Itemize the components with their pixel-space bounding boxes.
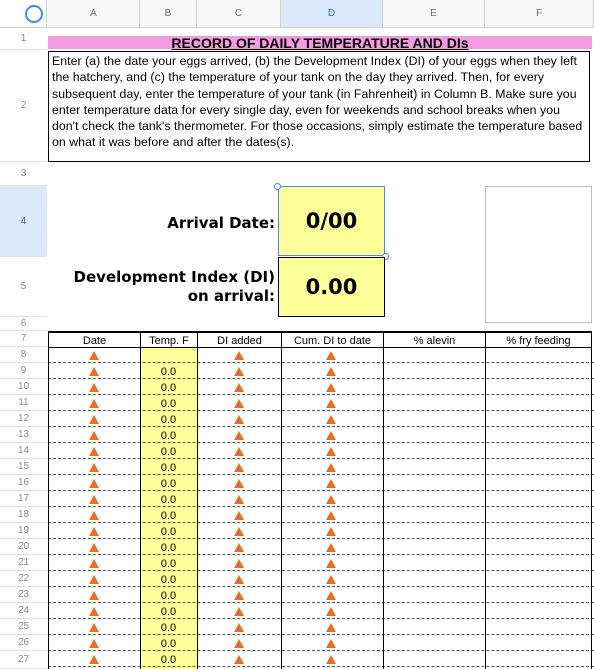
table-row[interactable] xyxy=(48,635,594,651)
warning-triangle-icon[interactable] xyxy=(326,543,336,552)
table-divider xyxy=(197,331,198,669)
row-header-14[interactable]: 14 xyxy=(0,443,47,459)
table-row[interactable] xyxy=(48,347,594,363)
row-header-2[interactable]: 2 xyxy=(0,50,47,162)
temp-value-cell[interactable]: 0.0 xyxy=(160,382,177,394)
row-header-7[interactable]: 7 xyxy=(0,331,47,347)
warning-triangle-icon[interactable] xyxy=(89,639,99,648)
table-row[interactable] xyxy=(48,427,594,443)
table-row[interactable] xyxy=(48,523,594,539)
warning-triangle-icon[interactable] xyxy=(326,591,336,600)
warning-triangle-icon[interactable] xyxy=(234,639,244,648)
warning-triangle-icon[interactable] xyxy=(326,463,336,472)
temp-value-cell[interactable]: 0.0 xyxy=(160,414,177,426)
side-empty-box[interactable] xyxy=(485,186,592,323)
row-header-1[interactable]: 1 xyxy=(0,28,47,50)
select-all-corner[interactable] xyxy=(0,0,47,28)
row-header-11[interactable]: 11 xyxy=(0,395,47,411)
table-row[interactable] xyxy=(48,651,594,667)
table-row[interactable] xyxy=(48,443,594,459)
warning-triangle-icon[interactable] xyxy=(234,351,244,360)
row-header-21[interactable]: 21 xyxy=(0,555,47,571)
warning-triangle-icon[interactable] xyxy=(326,655,336,664)
warning-triangle-icon[interactable] xyxy=(234,463,244,472)
warning-triangle-icon[interactable] xyxy=(326,399,336,408)
temp-value-cell[interactable]: 0.0 xyxy=(160,542,177,554)
temp-value-cell[interactable]: 0.0 xyxy=(160,462,177,474)
header-cum-di[interactable]: Cum. DI to date xyxy=(281,331,383,348)
warning-triangle-icon[interactable] xyxy=(89,431,99,440)
row-header-15[interactable]: 15 xyxy=(0,459,47,475)
warning-triangle-icon[interactable] xyxy=(234,431,244,440)
warning-triangle-icon[interactable] xyxy=(326,575,336,584)
table-row[interactable] xyxy=(48,491,594,507)
warning-triangle-icon[interactable] xyxy=(326,559,336,568)
warning-triangle-icon[interactable] xyxy=(89,527,99,536)
table-row[interactable] xyxy=(48,379,594,395)
temp-value-cell[interactable]: 0.0 xyxy=(160,558,177,570)
arrival-date-cell[interactable]: 0/00 xyxy=(278,186,385,256)
warning-triangle-icon[interactable] xyxy=(89,463,99,472)
table-row[interactable] xyxy=(48,587,594,603)
warning-triangle-icon[interactable] xyxy=(326,431,336,440)
warning-triangle-icon[interactable] xyxy=(89,623,99,632)
warning-triangle-icon[interactable] xyxy=(89,543,99,552)
row-header-13[interactable]: 13 xyxy=(0,427,47,443)
warning-triangle-icon[interactable] xyxy=(234,527,244,536)
warning-triangle-icon[interactable] xyxy=(234,479,244,488)
di-arrival-label-line2: on arrival: xyxy=(187,287,275,305)
column-header-a[interactable]: A xyxy=(48,0,140,28)
warning-triangle-icon[interactable] xyxy=(89,351,99,360)
warning-triangle-icon[interactable] xyxy=(234,495,244,504)
header-fry-feeding[interactable]: % fry feeding xyxy=(485,331,592,348)
select-all-circle-icon[interactable] xyxy=(25,5,43,23)
warning-triangle-icon[interactable] xyxy=(234,559,244,568)
temp-value-cell[interactable]: 0.0 xyxy=(160,398,177,410)
row-header-3[interactable]: 3 xyxy=(0,162,47,186)
row-header-26[interactable]: 26 xyxy=(0,635,47,651)
warning-triangle-icon[interactable] xyxy=(89,447,99,456)
row-header-4[interactable]: 4 xyxy=(0,186,47,257)
header-alevin[interactable]: % alevin xyxy=(383,331,485,348)
warning-triangle-icon[interactable] xyxy=(89,367,99,376)
table-row[interactable] xyxy=(48,571,594,587)
header-temp[interactable]: Temp. F xyxy=(140,331,197,348)
warning-triangle-icon[interactable] xyxy=(89,399,99,408)
di-arrival-label-line1: Development Index (DI) xyxy=(73,268,275,286)
table-row[interactable] xyxy=(48,555,594,571)
warning-triangle-icon[interactable] xyxy=(89,495,99,504)
table-row[interactable] xyxy=(48,363,594,379)
warning-triangle-icon[interactable] xyxy=(234,607,244,616)
table-divider xyxy=(140,331,141,669)
selection-handle-top[interactable] xyxy=(274,183,281,190)
row-header-5[interactable]: 5 xyxy=(0,257,47,317)
row-header-20[interactable]: 20 xyxy=(0,539,47,555)
sheet-title[interactable]: RECORD OF DAILY TEMPERATURE AND DIs xyxy=(171,35,469,51)
temp-value-cell[interactable]: 0.0 xyxy=(160,606,177,618)
table-divider xyxy=(383,331,384,669)
row-header-9[interactable]: 9 xyxy=(0,363,47,379)
table-divider xyxy=(485,331,486,669)
warning-triangle-icon[interactable] xyxy=(326,351,336,360)
temp-value-cell[interactable]: 0.0 xyxy=(160,638,177,650)
row-header-22[interactable]: 22 xyxy=(0,571,47,587)
table-border-left xyxy=(48,331,49,669)
row-header-17[interactable]: 17 xyxy=(0,491,47,507)
table-row[interactable] xyxy=(48,619,594,635)
row-header-27[interactable]: 27 xyxy=(0,651,47,669)
warning-triangle-icon[interactable] xyxy=(326,479,336,488)
warning-triangle-icon[interactable] xyxy=(234,591,244,600)
table-row[interactable] xyxy=(48,459,594,475)
table-row[interactable] xyxy=(48,411,594,427)
table-row[interactable] xyxy=(48,475,594,491)
temp-value-cell[interactable]: 0.0 xyxy=(160,654,177,666)
row-header-8[interactable]: 8 xyxy=(0,347,47,363)
row-header-23[interactable]: 23 xyxy=(0,587,47,603)
warning-triangle-icon[interactable] xyxy=(89,607,99,616)
row-header-6[interactable]: 6 xyxy=(0,317,47,331)
warning-triangle-icon[interactable] xyxy=(89,511,99,520)
column-header-c[interactable]: C xyxy=(197,0,281,28)
warning-triangle-icon[interactable] xyxy=(89,559,99,568)
row-header-24[interactable]: 24 xyxy=(0,603,47,619)
warning-triangle-icon[interactable] xyxy=(234,511,244,520)
table-row[interactable] xyxy=(48,539,594,555)
warning-triangle-icon[interactable] xyxy=(326,607,336,616)
row-header-18[interactable]: 18 xyxy=(0,507,47,523)
temp-value-cell[interactable]: 0.0 xyxy=(160,494,177,506)
column-header-f[interactable]: F xyxy=(485,0,594,28)
row-header-16[interactable]: 16 xyxy=(0,475,47,491)
temp-value-cell[interactable]: 0.0 xyxy=(160,590,177,602)
warning-triangle-icon[interactable] xyxy=(234,575,244,584)
warning-triangle-icon[interactable] xyxy=(234,655,244,664)
temp-value-cell[interactable]: 0.0 xyxy=(160,366,177,378)
warning-triangle-icon[interactable] xyxy=(326,511,336,520)
warning-triangle-icon[interactable] xyxy=(234,367,244,376)
warning-triangle-icon[interactable] xyxy=(326,639,336,648)
row-header-25[interactable]: 25 xyxy=(0,619,47,635)
warning-triangle-icon[interactable] xyxy=(326,495,336,504)
temp-value-cell[interactable]: 0.0 xyxy=(160,430,177,442)
warning-triangle-icon[interactable] xyxy=(89,479,99,488)
warning-triangle-icon[interactable] xyxy=(234,383,244,392)
row-header-12[interactable]: 12 xyxy=(0,411,47,427)
warning-triangle-icon[interactable] xyxy=(89,655,99,664)
row-header-19[interactable]: 19 xyxy=(0,523,47,539)
warning-triangle-icon[interactable] xyxy=(89,383,99,392)
warning-triangle-icon[interactable] xyxy=(234,399,244,408)
warning-triangle-icon[interactable] xyxy=(326,367,336,376)
warning-triangle-icon[interactable] xyxy=(89,591,99,600)
warning-triangle-icon[interactable] xyxy=(234,543,244,552)
header-di-added[interactable]: DI added xyxy=(197,331,281,348)
di-arrival-cell[interactable]: 0.00 xyxy=(278,257,385,317)
warning-triangle-icon[interactable] xyxy=(326,415,336,424)
column-header-b[interactable]: B xyxy=(140,0,197,28)
temp-value-cell[interactable]: 0.0 xyxy=(160,446,177,458)
column-header-e[interactable]: E xyxy=(383,0,485,28)
table-border-right xyxy=(591,331,592,669)
temp-value-cell[interactable]: 0.0 xyxy=(160,574,177,586)
row-header-10[interactable]: 10 xyxy=(0,379,47,395)
warning-triangle-icon[interactable] xyxy=(326,447,336,456)
table-divider xyxy=(281,331,282,669)
warning-triangle-icon[interactable] xyxy=(234,447,244,456)
temp-value-cell[interactable]: 0.0 xyxy=(160,510,177,522)
table-row[interactable] xyxy=(48,395,594,411)
warning-triangle-icon[interactable] xyxy=(89,415,99,424)
warning-triangle-icon[interactable] xyxy=(89,575,99,584)
instructions-cell[interactable]: Enter (a) the date your eggs arrived, (b) the Development Index (DI) of your eggs when they left the hatchery, and (c) the temperature of your tank on the day they arrived. Then, for every subsequent day, enter the temperature of your tank (in Fahrenheit) in Column B. Make sure you enter temperature data for every single day, even for weekends and school breaks when you don't check the tank's thermometer. For those occasions, simply estimate the temperature based on what it was before and after the dates(s). xyxy=(48,51,590,162)
table-row[interactable] xyxy=(48,507,594,523)
warning-triangle-icon[interactable] xyxy=(326,527,336,536)
header-date[interactable]: Date xyxy=(48,331,140,348)
table-row[interactable] xyxy=(48,603,594,619)
warning-triangle-icon[interactable] xyxy=(234,415,244,424)
arrival-date-label: Arrival Date: xyxy=(167,214,275,232)
temp-value-cell[interactable]: 0.0 xyxy=(160,478,177,490)
warning-triangle-icon[interactable] xyxy=(234,623,244,632)
temp-value-cell[interactable]: 0.0 xyxy=(160,622,177,634)
warning-triangle-icon[interactable] xyxy=(326,383,336,392)
warning-triangle-icon[interactable] xyxy=(326,623,336,632)
column-header-d[interactable]: D xyxy=(281,0,383,28)
temp-value-cell[interactable]: 0.0 xyxy=(160,526,177,538)
